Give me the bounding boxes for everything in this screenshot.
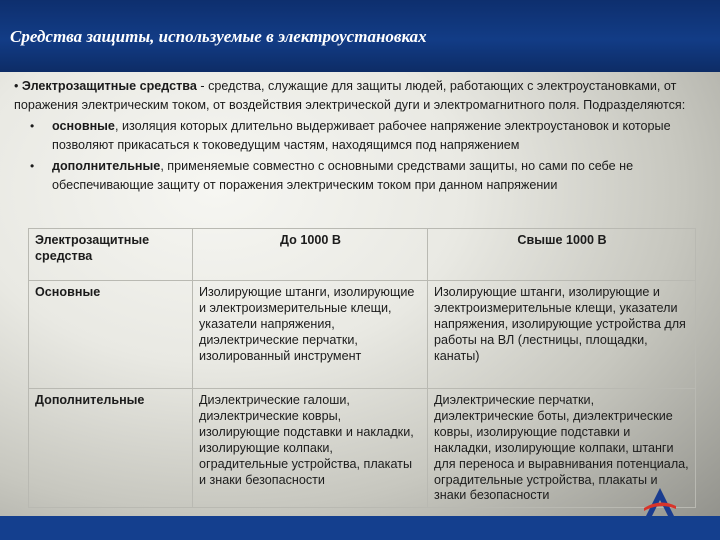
title-bar — [0, 0, 720, 72]
intro-term: Электрозащитные средства — [21, 79, 197, 93]
row-label: Основные — [29, 281, 193, 389]
table-cell: Изолирующие штанги, изолирующие и электроизмерительные клещи, указатели напряжения, изолирующие устройства для работы на ВЛ (лестницы, площадки, канаты) — [428, 281, 696, 389]
list-item-term: основные — [52, 119, 115, 134]
table-cell: Диэлектрические галоши, диэлектрические ковры, изолирующие подставки и накладки, изолирующие колпаки, оградительные устройства, плакаты и знаки безопасности — [193, 389, 428, 508]
table-header-cell: Электрозащитные средства — [29, 229, 193, 281]
table-row — [29, 389, 696, 508]
content-area — [14, 77, 706, 198]
list-item-term: дополнительные — [52, 159, 161, 174]
row-label: Дополнительные — [29, 389, 193, 508]
table-header-cell: Свыше 1000 В — [428, 229, 696, 281]
bottom-bar — [0, 516, 720, 540]
intro-text: - средства, служащие для защиты людей, работающих с электроустановками, от поражения электрическим током, от воздействия электрической дуги и электромагнитного поля. Подразделяются: — [14, 79, 686, 112]
corner-logo-icon — [640, 486, 680, 520]
table-header-row — [29, 229, 696, 281]
table-row — [29, 281, 696, 389]
protection-table — [28, 228, 696, 508]
list-item-text: , применяемые совместно с основными средствами защиты, но сами по себе не обеспечивающие защиту от поражения электрическим током при данном напряжении — [52, 159, 634, 192]
list-item — [30, 117, 706, 154]
slide-title: Средства защиты, используемые в электроустановках — [10, 27, 427, 46]
intro-bullet: • — [14, 79, 19, 93]
subitem-list — [14, 117, 706, 194]
list-bullet: • — [30, 119, 35, 134]
intro-paragraph — [14, 77, 706, 114]
list-bullet: • — [30, 159, 35, 174]
table-cell: Диэлектрические перчатки, диэлектрические боты, диэлектрические ковры, изолирующие подставки и накладки, изолирующие колпаки, штанги для переноса и выравнивания потенциала, оградительные устройства, плакаты и знаки безопасности — [428, 389, 696, 508]
table-header-cell: До 1000 В — [193, 229, 428, 281]
list-item — [30, 157, 706, 194]
table-cell: Изолирующие штанги, изолирующие и электроизмерительные клещи, указатели напряжения, диэлектрические перчатки, изолированный инструмент — [193, 281, 428, 389]
list-item-text: , изоляция которых длительно выдерживает рабочее напряжение электроустановок и которые позволяют прикасаться к токоведущим частям, находящимся под напряжением — [52, 119, 671, 152]
